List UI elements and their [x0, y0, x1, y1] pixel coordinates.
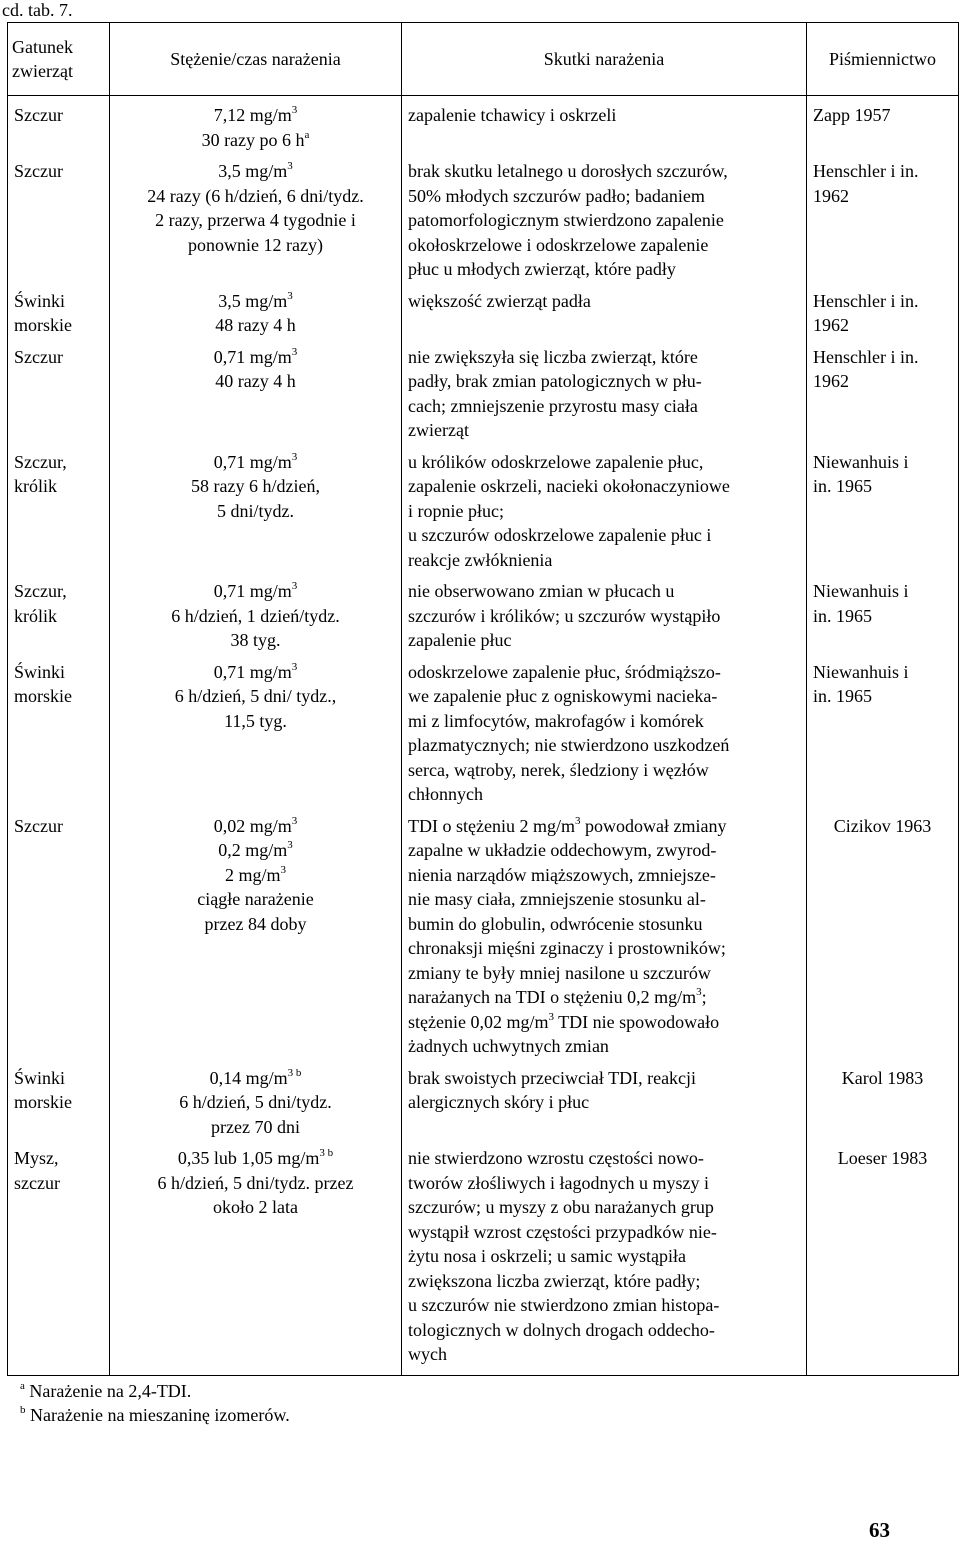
cell-line: nienia narządów miąższowych, zmniejsze- [408, 864, 716, 885]
concentration-cell [110, 343, 402, 448]
effects-cell [402, 1144, 807, 1375]
cell-line: szczurów; u myszy z obu narażanych grup [408, 1197, 714, 1217]
cell-line [116, 450, 395, 475]
cell-line [116, 345, 395, 370]
cell-line: Henschler i in. [813, 161, 919, 181]
effects-cell [402, 157, 807, 287]
cell-line: Szczur [14, 346, 63, 367]
header-species: Gatunek zwierząt [8, 23, 110, 96]
cell-line: patomorfologicznym stwierdzono zapalenie [408, 210, 724, 230]
table-row [8, 448, 959, 578]
text-segment: 0,71 mg/m [213, 451, 292, 472]
cell-line: in. 1965 [813, 686, 873, 706]
cell-line: szczur [14, 1172, 60, 1193]
cell-line: królik [14, 605, 57, 626]
reference-cell [807, 577, 959, 658]
reference-cell [807, 1064, 959, 1145]
cell-line: ponownie 12 razy) [188, 234, 323, 255]
superscript: 3 [696, 986, 702, 998]
concentration-cell [110, 157, 402, 287]
cell-line: Mysz, [14, 1148, 59, 1168]
table-row [8, 812, 959, 1064]
table-row [8, 96, 959, 158]
cell-line: wych [408, 1344, 447, 1364]
cell-line: płuc u młodych zwierząt, które padły [408, 259, 676, 279]
cell-line: Henschler i in. [813, 346, 919, 367]
concentration-cell [110, 287, 402, 343]
cell-line: tologicznych w dolnych drogach oddecho- [408, 1319, 715, 1340]
cell-line: odoskrzelowe zapalenie płuc, śródmiąższo- [408, 661, 721, 682]
text-segment: powodował zmiany [580, 815, 727, 836]
cell-line: zmiany te były mniej nasilone u szczurów [408, 962, 711, 983]
table-header-row [8, 23, 959, 96]
cell-line: reakcje zwłóknienia [408, 549, 553, 570]
effects-cell [402, 343, 807, 448]
species-cell [8, 812, 110, 1064]
cell-line: wystąpił wzrost częstości przypadków nie- [408, 1221, 717, 1242]
reference-cell [807, 1144, 959, 1375]
table-row [8, 157, 959, 287]
text-segment: ; [701, 987, 707, 1007]
cell-line: in. 1965 [813, 476, 873, 496]
cell-line: nie masy ciała, zmniejszenie stosunku al- [408, 889, 706, 909]
superscript: 3 [291, 450, 298, 463]
superscript: a [304, 128, 310, 141]
cell-line: zwierząt [408, 420, 469, 440]
text-segment: 0,71 mg/m [213, 581, 292, 601]
page-number: 63 [869, 1518, 890, 1542]
cell-line: cach; zmniejszenie przyrostu masy ciała [408, 395, 698, 416]
table-row [8, 1144, 959, 1375]
concentration-cell [110, 1064, 402, 1145]
text-segment: stężenie 0,02 mg/m [408, 1011, 549, 1032]
cell-line: Loeser 1983 [837, 1148, 928, 1168]
cell-line: Szczur [14, 105, 63, 125]
cell-line: Henschler i in. [813, 290, 919, 311]
cell-line: 6 h/dzień, 5 dni/tydz. [179, 1092, 332, 1112]
cell-line: zapalenie oskrzeli, nacieki okołonaczyniowe [408, 476, 730, 496]
cell-line [408, 1010, 800, 1035]
cell-line: 40 razy 4 h [215, 371, 296, 391]
cell-line: u szczurów odoskrzelowe zapalenie płuc i [408, 525, 712, 545]
cell-line: zwiększona liczba zwierząt, które padły; [408, 1270, 701, 1291]
concentration-cell [110, 96, 402, 158]
table-row [8, 658, 959, 812]
cell-line: tworów złośliwych i łagodnych u myszy i [408, 1172, 709, 1193]
cell-line: morskie [14, 686, 72, 706]
effects-cell [402, 1064, 807, 1145]
cell-line: nie obserwowano zmian w płucach u [408, 581, 675, 601]
superscript: 3 [291, 814, 298, 827]
cell-line [116, 579, 395, 604]
concentration-cell [110, 1144, 402, 1375]
cell-line [116, 838, 395, 863]
text-segment: 0,71 mg/m [213, 346, 292, 367]
superscript: 3 [291, 345, 298, 358]
cell-line: nie stwierdzono wzrostu częstości nowo- [408, 1148, 704, 1168]
text-segment: TDI nie spowodowało [553, 1011, 720, 1032]
cell-line [116, 863, 395, 888]
cell-line: Szczur [14, 815, 63, 836]
cell-line: we zapalenie płuc z ogniskowymi nacieka- [408, 686, 718, 706]
text-segment: narażanych na TDI o stężeniu 0,2 mg/m [408, 987, 697, 1007]
species-cell [8, 287, 110, 343]
cell-line: 24 razy (6 h/dzień, 6 dni/tydz. [147, 185, 364, 206]
cell-line: 11,5 tyg. [224, 710, 287, 731]
cell-line: 6 h/dzień, 1 dzień/tydz. [171, 605, 340, 626]
cell-line: nie zwiększyła się liczba zwierząt, które [408, 346, 698, 367]
cell-line: Cizikov 1963 [833, 815, 932, 836]
cell-line: Świnki [14, 290, 66, 311]
effects-cell [402, 448, 807, 578]
cell-line: żadnych uchwytnych zmian [408, 1036, 609, 1056]
cell-line [116, 128, 395, 153]
species-cell [8, 1064, 110, 1145]
cell-line: zapalne w układzie oddechowym, zwyrod- [408, 840, 717, 860]
cell-line: Świnki [14, 661, 66, 682]
cell-line: 48 razy 4 h [215, 315, 296, 335]
species-cell [8, 157, 110, 287]
cell-line: zapalenie płuc [408, 630, 512, 650]
cell-line: morskie [14, 1092, 72, 1112]
species-cell [8, 1144, 110, 1375]
cell-line: 5 dni/tydz. [217, 500, 294, 521]
cell-line: in. 1965 [813, 605, 873, 626]
cell-line [116, 814, 395, 839]
superscript: 3 [291, 580, 298, 592]
concentration-cell [110, 658, 402, 812]
cell-line [116, 103, 395, 128]
text-segment: 2 mg/m [224, 864, 281, 885]
cell-line: większość zwierząt padła [408, 290, 591, 311]
cell-line: i ropnie płuc; [408, 500, 504, 521]
cell-line: serca, wątroby, nerek, śledziony i węzłów [408, 759, 709, 780]
reference-cell [807, 287, 959, 343]
effects-cell [402, 577, 807, 658]
cell-line: Niewanhuis i [813, 581, 909, 601]
footnote-b: $^b$ Narażenie na mieszaninę izomerów. [20, 1404, 290, 1425]
cell-line: żytu nosa i oskrzeli; u samic wystąpiła [408, 1246, 686, 1266]
text-segment: TDI o stężeniu 2 mg/m [408, 815, 575, 836]
cell-line: morskie [14, 315, 72, 335]
cell-line: padły, brak zmian patologicznych w płu- [408, 371, 702, 391]
cell-line: chłonnych [408, 784, 483, 804]
text-segment: 0,2 mg/m [218, 840, 288, 860]
effects-cell [402, 96, 807, 158]
cell-line: Zapp 1957 [813, 105, 891, 125]
header-concentration: Stężenie/czas narażenia [110, 23, 402, 96]
table-row [8, 343, 959, 448]
cell-line: brak skutku letalnego u dorosłych szczurów, [408, 161, 728, 181]
cell-line: królik [14, 476, 57, 496]
superscript: 3 [280, 863, 286, 876]
text-segment: 0,14 mg/m [209, 1067, 288, 1088]
cell-line: u królików odoskrzelowe zapalenie płuc, [408, 451, 704, 472]
superscript: 3 [291, 104, 298, 116]
text-segment: 3,5 mg/m [218, 290, 288, 311]
species-cell [8, 448, 110, 578]
effects-cell [402, 658, 807, 812]
text-segment: 7,12 mg/m [213, 105, 292, 125]
cell-line: brak swoistych przeciwciał TDI, reakcji [408, 1067, 697, 1088]
table-body [8, 96, 959, 1376]
cell-line: plazmatycznych; nie stwierdzono uszkodzeń [408, 735, 730, 755]
superscript: 3 [548, 1010, 554, 1023]
species-cell [8, 577, 110, 658]
cell-line: okołoskrzelowe i odoskrzelowe zapalenie [408, 234, 709, 255]
header-effects: Skutki narażenia [402, 23, 807, 96]
cell-line: bumin do globulin, odwrócenie stosunku [408, 913, 703, 934]
cell-line [116, 1066, 395, 1091]
concentration-cell [110, 448, 402, 578]
table-row [8, 577, 959, 658]
superscript: 3 [287, 289, 293, 302]
reference-cell [807, 812, 959, 1064]
cell-line: 2 razy, przerwa 4 tygodnie i [155, 210, 356, 230]
cell-line: 6 h/dzień, 5 dni/ tydz., [174, 686, 337, 706]
superscript: 3 [574, 814, 581, 827]
cell-line: 1962 [813, 185, 849, 206]
cell-line: alergicznych skóry i płuc [408, 1092, 590, 1112]
cell-line: Szczur [14, 161, 63, 181]
cell-line: ciągłe narażenie [197, 889, 314, 909]
reference-cell [807, 157, 959, 287]
table-row [8, 1064, 959, 1145]
cell-line: 50% młodych szczurów padło; badaniem [408, 185, 705, 206]
cell-line [408, 985, 800, 1010]
cell-line: Świnki [14, 1067, 66, 1088]
cell-line: chronaksji mięśni zginaczy i prostowników; [408, 938, 726, 958]
effects-cell [402, 812, 807, 1064]
footnote-a: $^a$ Narażenie na 2,4-TDI. [20, 1380, 192, 1401]
text-segment: 30 razy po 6 h [201, 129, 305, 150]
concentration-cell [110, 577, 402, 658]
effects-cell [402, 287, 807, 343]
reference-cell [807, 448, 959, 578]
concentration-cell [110, 812, 402, 1064]
header-references: Piśmiennictwo [807, 23, 959, 96]
superscript: 3 b [287, 1066, 302, 1079]
reference-cell [807, 343, 959, 448]
cell-line: u szczurów nie stwierdzono zmian histopa- [408, 1295, 720, 1315]
text-segment: 0,35 lub 1,05 mg/m [177, 1148, 320, 1168]
cell-line: 38 tyg. [230, 630, 281, 650]
cell-line: mi z limfocytów, makrofagów i komórek [408, 710, 704, 731]
cell-line: 6 h/dzień, 5 dni/tydz. przez [157, 1172, 354, 1193]
cell-line: Niewanhuis i [813, 451, 909, 472]
reference-cell [807, 96, 959, 158]
text-segment: 3,5 mg/m [218, 161, 288, 181]
species-cell [8, 658, 110, 812]
cell-line: 1962 [813, 371, 849, 391]
superscript: 3 [287, 839, 293, 851]
cell-line: zapalenie tchawicy i oskrzeli [408, 105, 617, 125]
cell-line [116, 660, 395, 685]
cell-line: przez 84 doby [204, 913, 307, 934]
superscript: 3 b [319, 1147, 334, 1159]
cell-line: przez 70 dni [211, 1116, 300, 1137]
superscript: 3 [291, 660, 298, 673]
species-cell [8, 96, 110, 158]
table-row [8, 287, 959, 343]
cell-line: szczurów i królików; u szczurów wystąpiło [408, 605, 721, 626]
cell-line: 1962 [813, 315, 849, 335]
reference-cell [807, 658, 959, 812]
cell-line [116, 159, 395, 184]
superscript: 3 [287, 160, 293, 172]
text-segment: 0,71 mg/m [213, 661, 292, 682]
text-segment: 0,02 mg/m [213, 815, 292, 836]
cell-line [408, 814, 800, 839]
cell-line: około 2 lata [213, 1197, 298, 1217]
species-cell [8, 343, 110, 448]
cell-line: Niewanhuis i [813, 661, 909, 682]
cell-line [116, 1146, 395, 1171]
toxicity-table [7, 22, 959, 1376]
cell-line: Karol 1983 [841, 1067, 924, 1088]
cell-line: 58 razy 6 h/dzień, [191, 476, 320, 496]
cell-line: Szczur, [14, 581, 67, 601]
table-caption: cd. tab. 7. [2, 0, 73, 20]
cell-line [116, 289, 395, 314]
cell-line: Szczur, [14, 451, 67, 472]
